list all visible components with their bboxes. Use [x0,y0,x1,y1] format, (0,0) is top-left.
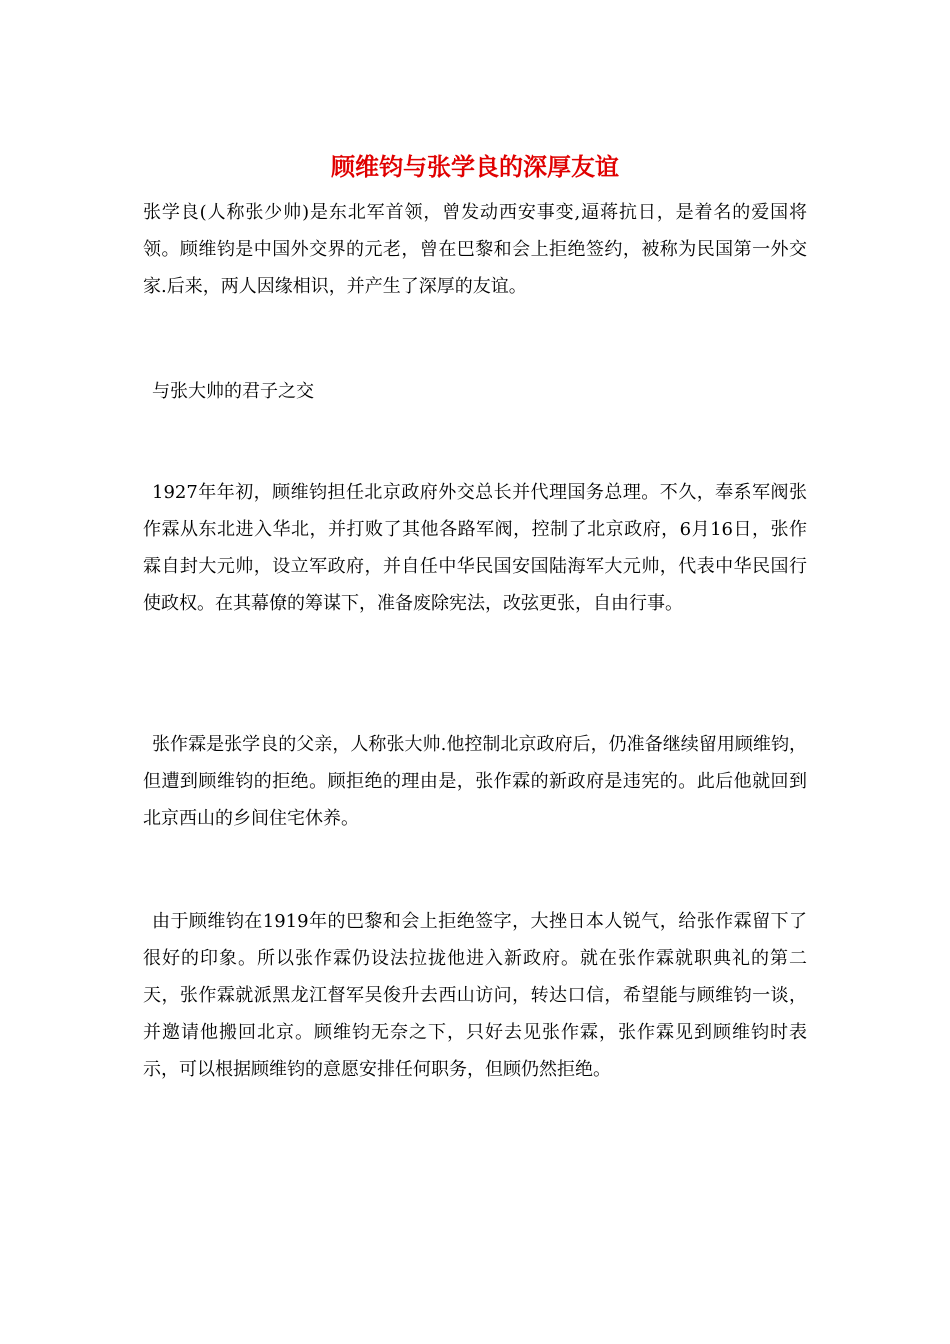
paragraph-paris-conference: 由于顾维钧在1919年的巴黎和会上拒绝签字，大挫日本人锐气，给张作霖留下了很好的印象。所以张作霖仍设法拉拢他进入新政府。就在张作霖就职典礼的第二天，张作霖就派黑龙江督军吴俊升去西山访问，转达口信，希望能与顾维钧一谈，并邀请他搬回北京。顾维钧无奈之下，只好去见张作霖，张作霖见到顾维钧时表示，可以根据顾维钧的意愿安排任何职务，但顾仍然拒绝。 [143,911,807,1080]
paragraph-intro: 张学良(人称张少帅)是东北军首领，曾发动西安事变,逼蒋抗日，是着名的爱国将领。顾维钧是中国外交界的元老，曾在巴黎和会上拒绝签约，被称为民国第一外交家.后来，两人因缘相识，并产生了深厚的友谊。 [143,202,807,297]
paragraph-1927: 1927年年初，顾维钧担任北京政府外交总长并代理国务总理。不久，奉系军阀张作霖从东北进入华北，并打败了其他各路军阀，控制了北京政府，6月16日，张作霖自封大元帅，设立军政府，并自任中华民国安国陆海军大元帅，代表中华民国行使政权。在其幕僚的筹谋下，准备废除宪法，改弦更张，自由行事。 [143,482,807,614]
document-title: 顾维钧与张学良的深厚友谊 [331,152,619,181]
paragraph-zhang-zuolin: 张作霖是张学良的父亲，人称张大帅.他控制北京政府后，仍准备继续留用顾维钧，但遭到顾维钧的拒绝。顾拒绝的理由是，张作霖的新政府是违宪的。此后他就回到北京西山的乡间住宅休养。 [143,734,807,829]
section-heading: 与张大帅的君子之交 [152,381,314,402]
